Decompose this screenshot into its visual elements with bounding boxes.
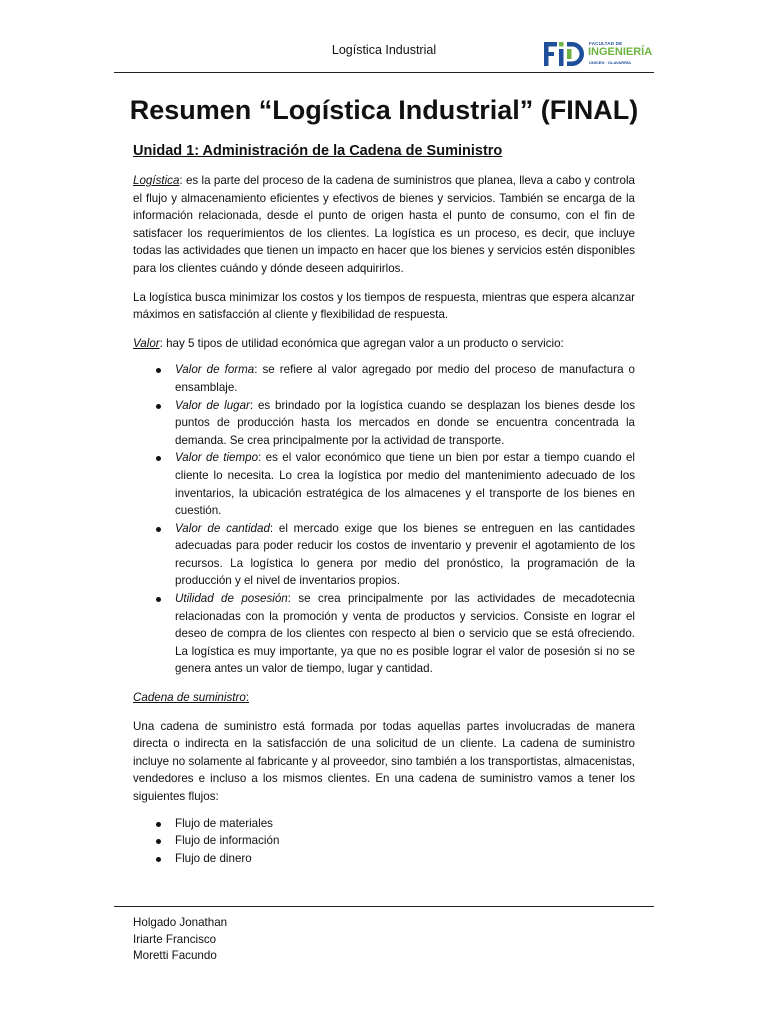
author-name: Moretti Facundo (133, 949, 217, 962)
logistica-text: : es la parte del proceso de la cadena de suministros que planea, lleva a cabo y controla el flujo y almacenamiento eficientes y efectivos de bienes y servicios. También se encarga de la información relacionada, desde el punto de origen hasta el punto de consumo, con el fin de satisfacer los requerimientos de los clientes. La logística es un proceso, es decir, que incluye todas las actividades que tienen un impacto en hacer que los bienes y servicios estén disponibles para los clientes cuándo y dónde deseen adquirirlos. (133, 174, 635, 275)
list-item (133, 520, 635, 590)
footer-rule (114, 906, 654, 907)
flows-list (133, 815, 635, 868)
authors-list (133, 915, 227, 965)
valor-text: : hay 5 tipos de utilidad económica que agregan valor a un producto o servicio: (159, 336, 564, 350)
list-item-text: : es el valor económico que tiene un bien por estar a tiempo cuando el cliente lo necesita. Lo crea la logística por medio del mantenimiento adecuado de los inventarios, la ubicación estratégica de los almacenes y el transporte de los bienes en cuestión. (175, 451, 635, 518)
list-item-text: : es brindado por la logística cuando se desplazan los bienes desde los puntos de producción hasta los mercados en donde se encuentra concentrada la demanda. Se crea principalmente por la actividad de transporte. (175, 398, 635, 447)
value-types-list (133, 361, 635, 678)
list-item (133, 361, 635, 396)
list-item (133, 397, 635, 450)
list-item-text: : se refiere al valor agregado por medio del proceso de manufactura o ensamblaje. (175, 363, 635, 394)
list-item: Flujo de información (133, 832, 635, 850)
valor-term: Valor (133, 336, 160, 350)
logistica-term: Logística (133, 174, 180, 187)
cadena-term: Cadena de suministro (133, 691, 246, 705)
document-title: Resumen “Logística Industrial” (FINAL) (129, 95, 639, 125)
document-body (133, 172, 635, 878)
list-item: Flujo de dinero (133, 850, 635, 868)
cadena-colon: : (245, 691, 250, 705)
list-item-term: Utilidad de posesión (175, 592, 288, 606)
logo-name: INGENIERÍA (588, 46, 653, 58)
objective-paragraph: La logística busca minimizar los costos y los tiempos de respuesta, mientras que espera alcanzar máximos en satisfacción al cliente y flexibilidad de respuesta. (133, 290, 635, 322)
list-item-term: Valor de cantidad (175, 521, 270, 535)
list-item: Flujo de materiales (133, 815, 635, 833)
list-item-term: Valor de tiempo (175, 451, 259, 465)
list-item-term: Valor de lugar (175, 398, 250, 412)
logo-region: UNICEN · OLAVARRÍA (589, 60, 632, 65)
author-name: Iriarte Francisco (133, 932, 217, 946)
unit-heading: Unidad 1: Administración de la Cadena de Suministro (133, 143, 503, 159)
valor-paragraph (133, 335, 635, 353)
cadena-heading (133, 689, 635, 707)
list-item (133, 590, 635, 678)
logistica-paragraph (133, 172, 635, 278)
header-rule (114, 72, 654, 73)
list-item-text: : se crea principalmente por las actividades de mecadotecnia relacionadas con la promoción y venta de productos y servicios. Consiste en lograr el deseo de compra de los clientes con respecto al bien o servicio que se está ofreciendo. La logística es muy importante, ya que no es posible lograr el valor de posesión si no se genera antes un valor de tiempo, lugar y cantidad. (175, 592, 635, 676)
list-item-text: : el mercado exige que los bienes se entreguen en las cantidades adecuadas para poder reducir los costos de inventario y prevenir el agotamiento de los recursos. La logística lo genera por medio del pronóstico, la programación de la producción y el nivel de inventarios propios. (175, 521, 635, 588)
header-title: Logística Industrial (331, 43, 437, 57)
cadena-paragraph: Una cadena de suministro está formada por todas aquellas partes involucradas de manera directa o indirecta en la satisfacción de una solicitud de un cliente. La cadena de suministro incluye no solamente al fabricante y al proveedor, sino también a los transportistas, almacenistas, vendedores e incluso a los mismos clientes. En una cadena de suministro vamos a tener los siguientes flujos: (133, 719, 635, 803)
faculty-logo (541, 38, 653, 70)
author-name: Holgado Jonathan (133, 916, 228, 929)
list-item (133, 449, 635, 519)
list-item-term: Valor de forma (175, 363, 255, 377)
logo-faculty-label: FACULTAD DE (589, 41, 623, 46)
